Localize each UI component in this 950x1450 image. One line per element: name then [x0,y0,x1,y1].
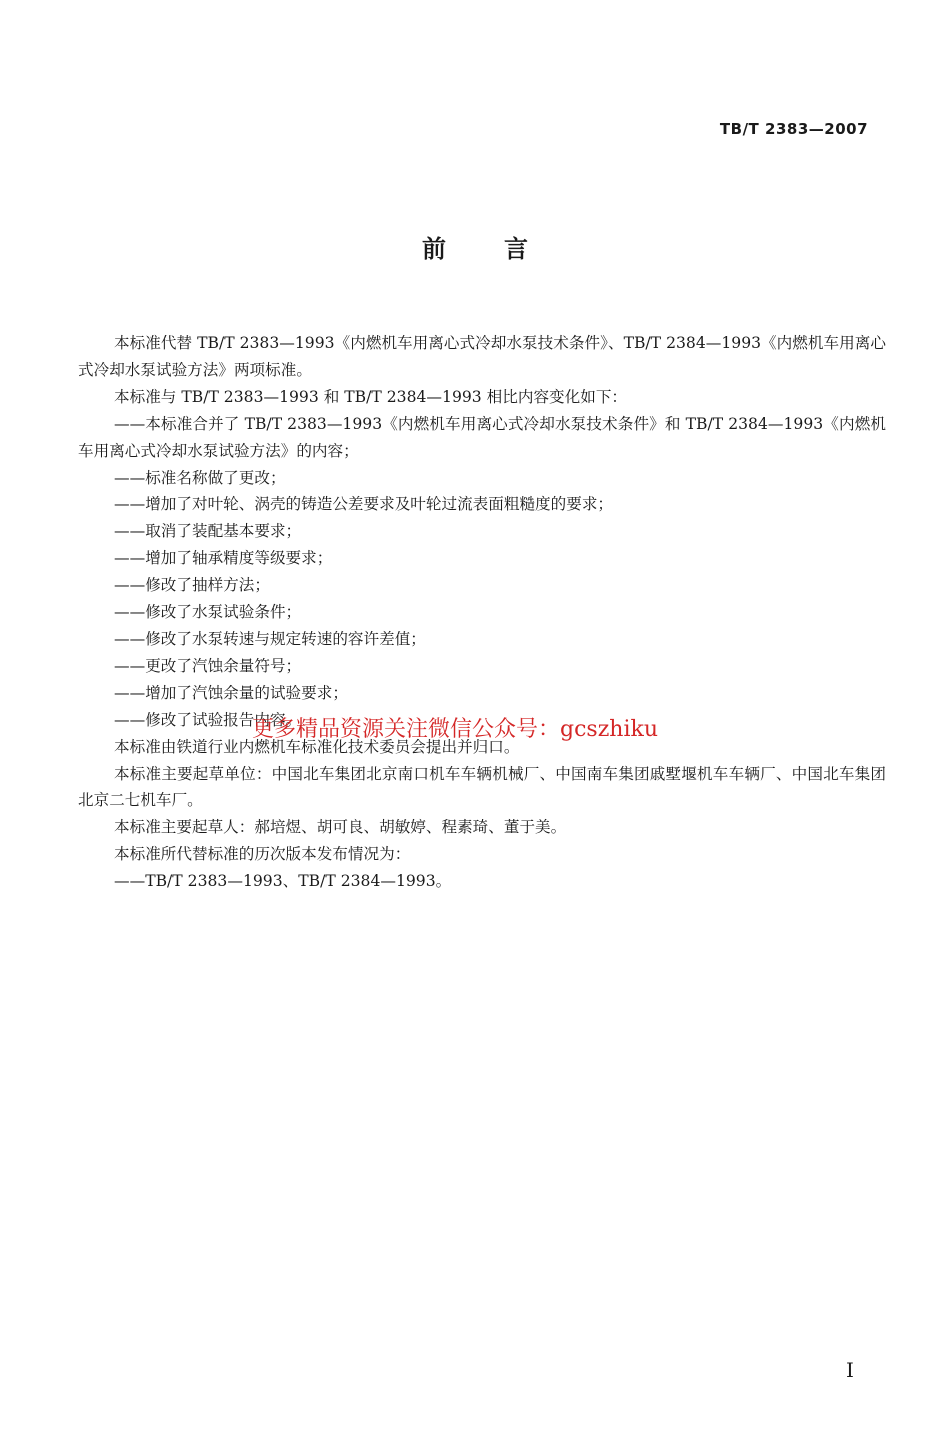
change-item: ——增加了对叶轮、涡壳的铸造公差要求及叶轮过流表面粗糙度的要求； [114,495,614,514]
change-item: ——取消了装配基本要求； [114,522,302,541]
paragraph-history-intro: 本标准所代替标准的历次版本发布情况为： [114,845,411,864]
history-item: ——TB/T 2383—1993、TB/T 2384—1993。 [114,872,452,891]
paragraph-proposer: 本标准由铁道行业内燃机车标准化技术委员会提出并归口。 [114,737,520,756]
change-item: ——增加了轴承精度等级要求； [114,549,333,568]
paragraph-drafting-units: 本标准主要起草单位：中国北车集团北京南口机车车辆机械厂、中国南车集团戚墅堰机车车辆厂、中国北车集团北京二七机车厂。 [78,764,886,810]
change-item: ——本标准合并了 TB/T 2383—1993《内燃机车用离心式冷却水泵技术条件》和 TB/T 2384—1993《内燃机车用离心式冷却水泵试验方法》的内容； [78,414,886,460]
page-title: 前言 [422,235,586,263]
foreword-body [78,330,886,895]
paragraph-drafters: 本标准主要起草人：郝培煜、胡可良、胡敏婷、程素琦、董于美。 [114,818,567,837]
change-item: ——修改了试验报告内容。 [114,710,302,729]
paragraph-replaces: 本标准代替 TB/T 2383—1993《内燃机车用离心式冷却水泵技术条件》、TB/T 2384—1993《内燃机车用离心式冷却水泵试验方法》两项标准。 [78,334,886,379]
watermark-text: 更多精品资源关注微信公众号：gcszhiku [252,717,658,742]
change-item: ——修改了水泵转速与规定转速的容许差值； [114,629,426,648]
change-item: ——更改了汽蚀余量符号； [114,656,302,675]
change-item: ——修改了抽样方法； [114,576,270,595]
document-code: TB/T 2383—2007 [719,120,868,138]
paragraph-changes-intro: 本标准与 TB/T 2383—1993 和 TB/T 2384—1993 相比内容变化如下： [114,387,628,406]
change-item: ——增加了汽蚀余量的试验要求； [114,683,348,702]
page-number: I [846,1358,854,1382]
change-item: ——修改了水泵试验条件； [114,603,302,622]
change-item: ——标准名称做了更改； [114,468,286,487]
